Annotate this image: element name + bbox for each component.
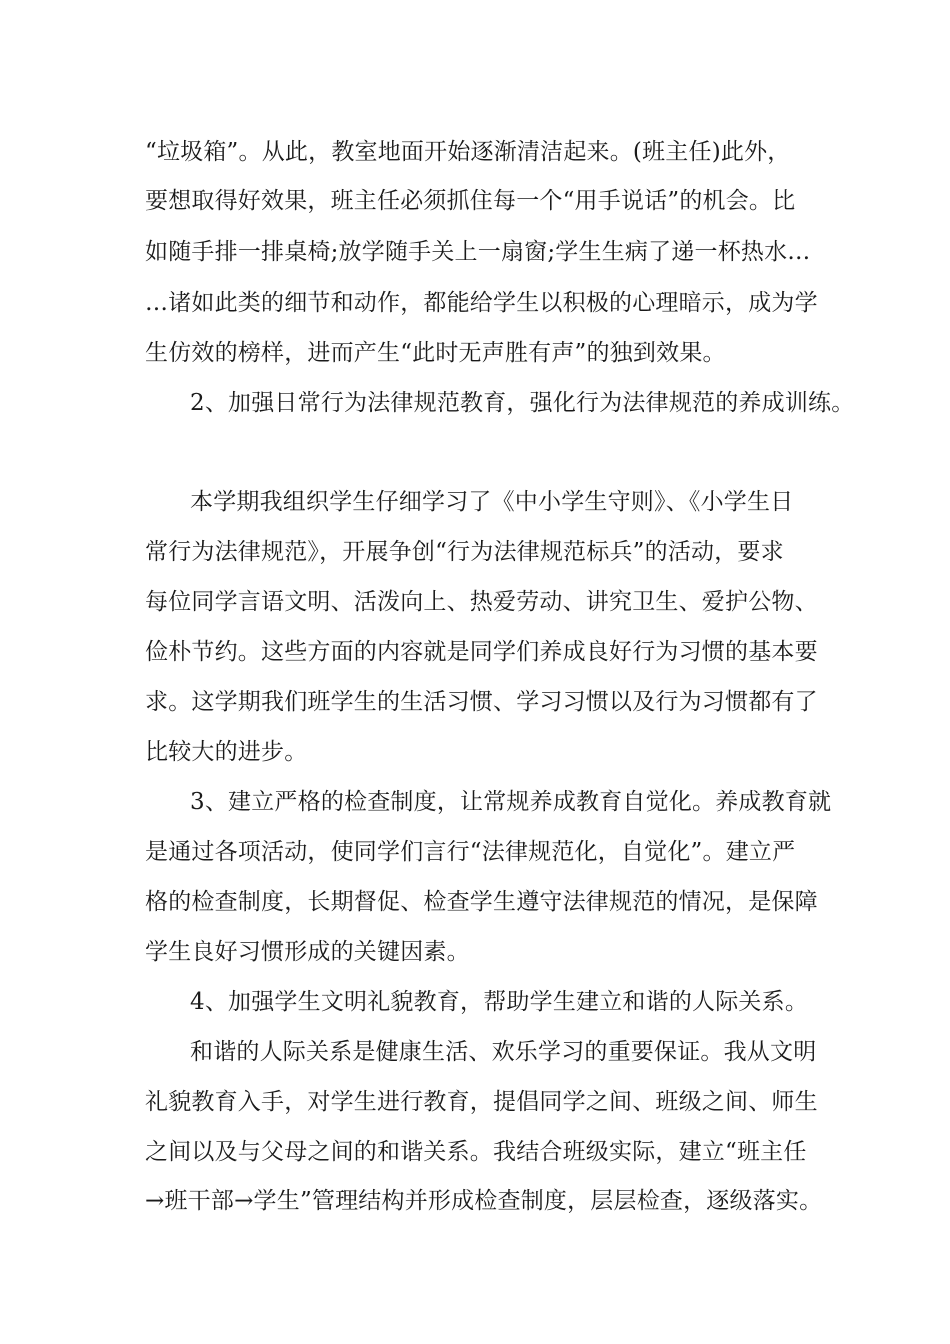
text-line: 本学期我组织学生仔细学习了《中小学生守则》、《小学生日 [190, 489, 794, 515]
text-line: “垃圾箱”。从此，教室地面开始逐渐清洁起来。(班主任)此外， [145, 139, 791, 165]
section-heading: 3、建立严格的检查制度，让常规养成教育自觉化。养成教育就 [190, 789, 832, 815]
text-line: 生仿效的榜样，进而产生“此时无声胜有声”的独到效果。 [145, 340, 726, 366]
text-line: 是通过各项活动，使同学们言行“法律规范化，自觉化”。建立严 [145, 839, 796, 865]
section-heading: 2、加强日常行为法律规范教育，强化行为法律规范的养成训练。 [190, 390, 855, 416]
text-line: 之间以及与父母之间的和谐关系。我结合班级实际，建立“班主任 [145, 1139, 807, 1165]
text-line: 求。这学期我们班学生的生活习惯、学习习惯以及行为习惯都有了 [145, 689, 818, 715]
text-line: 常行为法律规范》，开展争创“行为法律规范标兵”的活动，要求 [145, 539, 784, 565]
text-line: 学生良好习惯形成的关键因素。 [145, 939, 470, 965]
text-line: 比较大的进步。 [145, 739, 308, 765]
text-line: →班干部→学生”管理结构并形成检查制度，层层检查，逐级落实。 [145, 1188, 823, 1214]
section-heading: 4、加强学生文明礼貌教育，帮助学生建立和谐的人际关系。 [190, 989, 809, 1015]
text-line: 和谐的人际关系是健康生活、欢乐学习的重要保证。我从文明 [190, 1039, 817, 1065]
text-line: 格的检查制度，长期督促、检查学生遵守法律规范的情况，是保障 [145, 889, 818, 915]
text-line: 要想取得好效果，班主任必须抓住每一个“用手说话”的机会。比 [145, 188, 796, 214]
text-line: 俭朴节约。这些方面的内容就是同学们养成良好行为习惯的基本要 [145, 639, 818, 665]
text-line: 礼貌教育入手，对学生进行教育，提倡同学之间、班级之间、师生 [145, 1089, 818, 1115]
text-line: 如随手排一排桌椅;放学随手关上一扇窗;学生生病了递一杯热水… [145, 239, 811, 265]
text-line: …诸如此类的细节和动作，都能给学生以积极的心理暗示，成为学 [145, 290, 818, 316]
text-line: 每位同学言语文明、活泼向上、热爱劳动、讲究卫生、爱护公物、 [145, 589, 818, 615]
